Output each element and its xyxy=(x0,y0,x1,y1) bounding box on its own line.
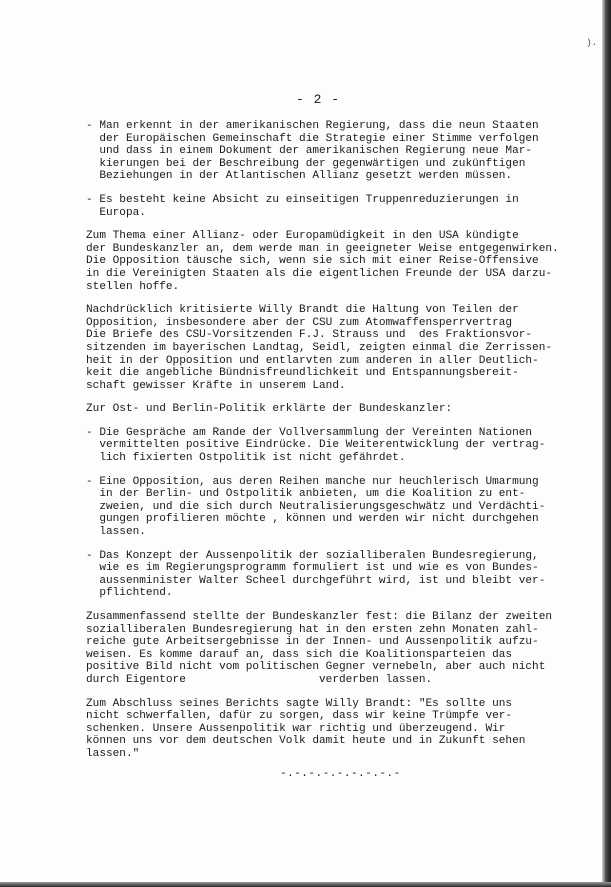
text-line: lassen." xyxy=(86,747,140,760)
scan-edge-bottom xyxy=(0,882,611,887)
text-line: vermittelten positive Eindrücke. Die Weiterentwicklung der vertrag- xyxy=(86,439,546,452)
text-line: pflichtend. xyxy=(86,587,173,600)
text-line: durch Eigentore verderben lassen. xyxy=(86,673,433,686)
paragraph-europe-fatigue xyxy=(86,230,566,293)
text-line: stellen hoffe. xyxy=(86,280,180,293)
paragraph-csu-critique xyxy=(86,304,566,392)
text-line: der Bundeskanzler an, dem werde man in geeigneter Weise entgegenwirken. xyxy=(86,242,559,255)
text-line: nicht schwerfallen, dafür zu sorgen, dass wir keine Trümpfe ver- xyxy=(86,710,513,723)
text-line: in der Berlin- und Ostpolitik anbieten, um die Koalition zu ent- xyxy=(86,488,526,501)
text-line: Beziehungen in der Atlantischen Allianz gesetzt werden müssen. xyxy=(86,170,513,183)
text-line: aussenminister Walter Scheel durchgeführt wird, ist und bleibt ver- xyxy=(86,574,546,587)
text-line: Opposition, insbesondere aber der CSU zum Atomwaffensperrvertrag xyxy=(86,316,513,329)
paragraph-bullet-un xyxy=(86,427,566,465)
paragraph-bullet-concept xyxy=(86,550,566,600)
text-line: - Die Gespräche am Rande der Vollversammlung der Vereinten Nationen xyxy=(86,426,533,439)
text-line: kierungen bei der Beschreibung der gegenwärtigen und zukünftigen xyxy=(86,157,526,170)
text-line: - Es besteht keine Absicht zu einseitigen Truppenreduzierungen in xyxy=(86,193,519,206)
paragraph-ost-berlin-intro xyxy=(86,403,566,416)
text-line: - Man erkennt in der amerikanischen Regierung, dass die neun Staaten xyxy=(86,120,539,132)
text-line: schaft gewisser Kräfte in unserem Land. xyxy=(86,379,346,392)
text-line: lich fixierten Ostpolitik ist nicht gefährdet. xyxy=(86,452,406,465)
page-number: - 2 - xyxy=(296,92,341,107)
text-line: Die Briefe des CSU-Vorsitzenden F.J. Strauss und des Fraktionsvor- xyxy=(86,329,533,342)
text-line: weisen. Es komme darauf an, dass sich die Koalitionsparteien das xyxy=(86,648,513,661)
text-line: Europa. xyxy=(86,206,146,219)
text-line: - Eine Opposition, aus deren Reihen manche nur heuchlerisch Umarmung xyxy=(86,475,539,488)
text-line: können uns vor dem deutschen Volk damit heute und in Zukunft sehen xyxy=(86,735,526,748)
text-line: keit die angebliche Bündnisfreundlichkeit und Entspannungsbereit- xyxy=(86,367,519,380)
text-line: zweien, und die sich durch Neutralisierungsgeschwätz und Verdächti- xyxy=(86,500,546,513)
text-line: schenken. Unsere Aussenpolitik war richtig und überzeugend. Wir xyxy=(86,722,506,735)
text-line: sozialliberalen Bundesregierung hat in den ersten zehn Monaten zahl- xyxy=(86,623,539,636)
text-line: Die Opposition täusche sich, wenn sie sich mit einer Reise-Offensive xyxy=(86,255,539,268)
text-line: Zusammenfassend stellte der Bundeskanzler fest: die Bilanz der zweiten xyxy=(86,611,553,623)
end-mark: -.-.-.-.-.-.-.-.- xyxy=(280,768,401,780)
paragraph-closing-quote xyxy=(86,698,566,761)
scan-edge-right xyxy=(602,0,611,887)
text-line: Nachdrücklich kritisierte Willy Brandt die Haltung von Teilen der xyxy=(86,304,519,317)
corner-mark: ). xyxy=(586,38,597,48)
paragraph-bullet-strategy xyxy=(86,120,566,183)
text-line: Zur Ost- und Berlin-Politik erklärte der Bundeskanzler: xyxy=(86,403,453,416)
text-line: sitzenden im bayerischen Landtag, Seidl, zeigten einmal die Zerrissen- xyxy=(86,341,553,354)
text-line: wie es im Regierungsprogramm formuliert ist und wie es von Bundes- xyxy=(86,562,539,575)
paragraph-bullet-troops xyxy=(86,194,566,219)
text-line: in die Vereinigten Staaten als die eigentlichen Freunde der USA darzu- xyxy=(86,267,553,280)
paragraph-bullet-opposition xyxy=(86,476,566,539)
text-line: der Europäischen Gemeinschaft die Strategie einer Stimme verfolgen xyxy=(86,132,539,145)
text-line: und dass in einem Dokument der amerikanischen Regierung neue Mar- xyxy=(86,145,533,158)
document-body xyxy=(86,120,566,772)
text-line: lassen. xyxy=(86,526,146,539)
text-line: Zum Abschluss seines Berichts sagte Willy Brandt: "Es sollte uns xyxy=(86,697,513,710)
text-line: gungen profilieren möchte , können und werden wir nicht durchgehen xyxy=(86,513,539,526)
text-line: heit in der Opposition und entlarvten zum anderen in aller Deutlich- xyxy=(86,354,539,367)
text-line: - Das Konzept der Aussenpolitik der sozialliberalen Bundesregierung, xyxy=(86,549,539,562)
text-line: reiche gute Arbeitsergebnisse in der Innen- und Aussenpolitik aufzu- xyxy=(86,636,539,649)
text-line: Zum Thema einer Allianz- oder Europamüdigkeit in den USA kündigte xyxy=(86,230,519,243)
paragraph-summary xyxy=(86,611,566,687)
text-line: positive Bild nicht vom politischen Gegner vernebeln, aber auch nicht xyxy=(86,661,546,674)
